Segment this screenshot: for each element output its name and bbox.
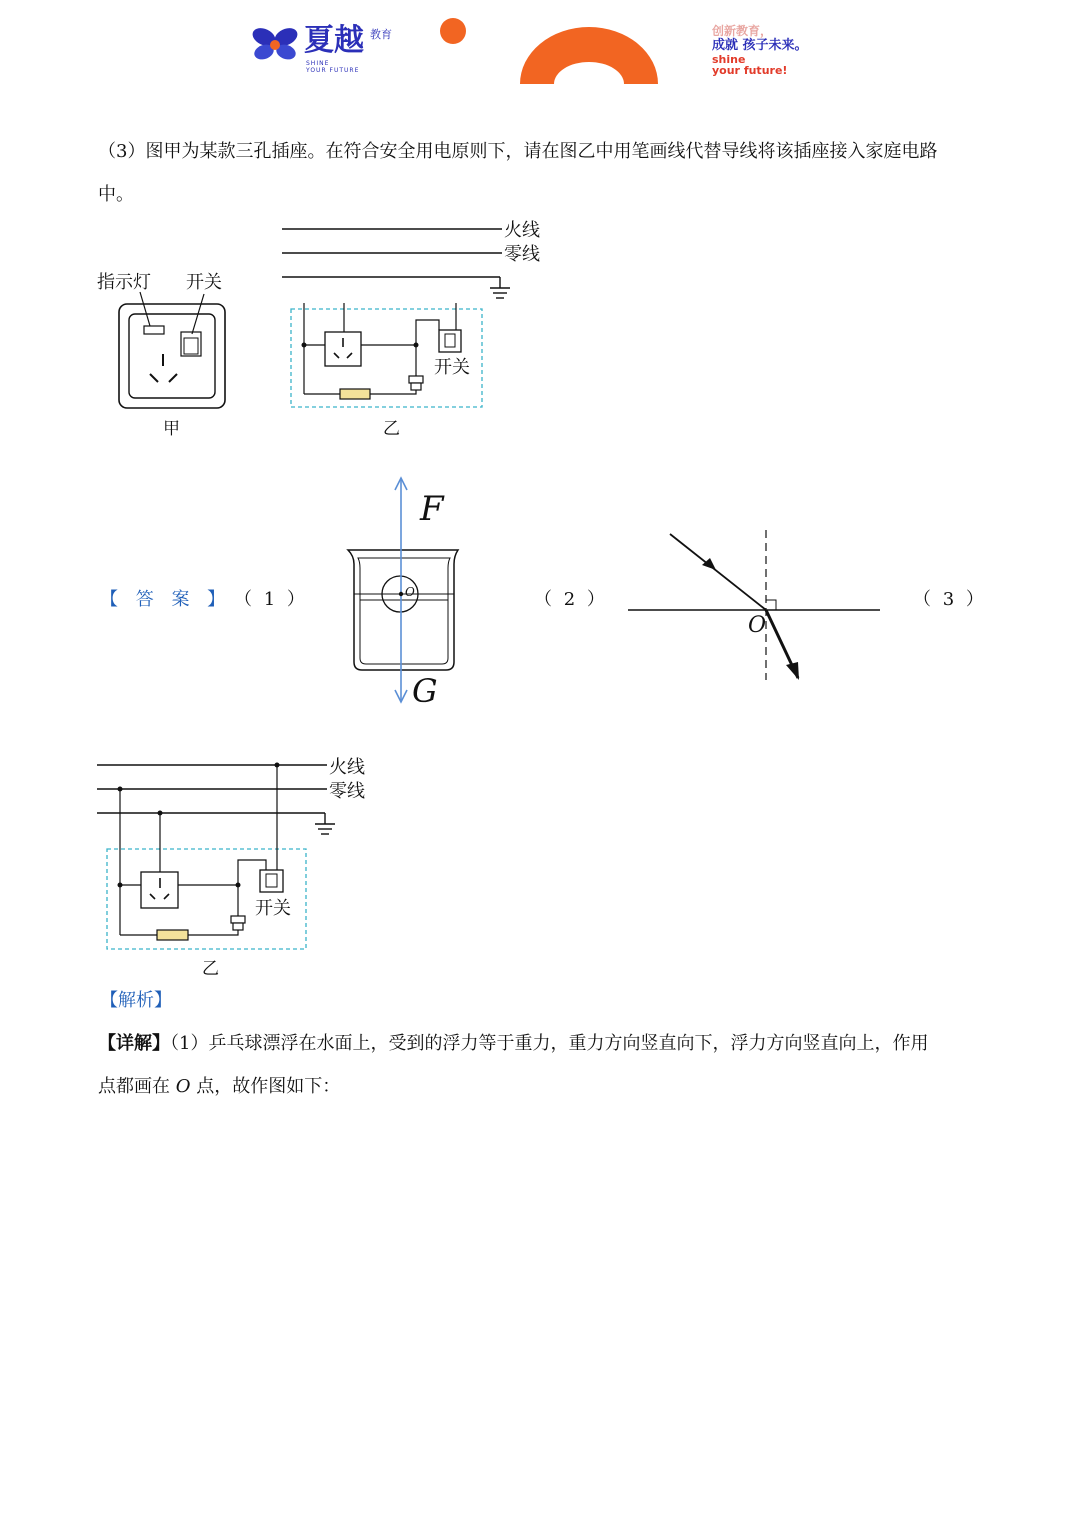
answer-circuit [90, 750, 390, 980]
answer-part-3: （ 3 ） [913, 589, 987, 610]
point-o-label: O [405, 585, 415, 599]
label-neutral: 零线 [504, 244, 540, 265]
indicator-lamp-icon [409, 376, 423, 390]
label-live: 火线 [504, 220, 540, 241]
analysis-label: 【解析】 [100, 990, 172, 1011]
ans-caption-yi: 乙 [202, 959, 219, 979]
question-figures [80, 210, 580, 450]
brand-name: 夏越 [304, 23, 364, 58]
analysis-detail-line-1 [98, 1033, 928, 1055]
question-line-1: （3）图甲为某款三孔插座。在符合安全用电原则下，请在图乙中用笔画线代替导线将该插座接入家庭电路 [98, 141, 938, 162]
ground-icon [490, 277, 510, 298]
ans-label-switch: 开关 [255, 898, 291, 919]
answer-label: 【 答 案 】 [100, 589, 232, 610]
socket-jia [97, 272, 225, 439]
decor-orange-shapes [430, 14, 670, 86]
analysis-detail-line-2: 点都画在 O 点，故作图如下： [98, 1076, 341, 1097]
refraction-diagram [620, 520, 890, 690]
circuit-yi [282, 220, 540, 439]
force-f-label: F [420, 489, 444, 529]
brand-suffix: 教育 [370, 28, 392, 41]
answer-part-2: （ 2 ） [534, 589, 608, 610]
ans-indicator-lamp-icon [231, 916, 245, 930]
detail-text-1: （1）乒乓球漂浮在水面上，受到的浮力等于重力，重力方向竖直向下，浮力方向竖直向上，作用 [170, 1033, 929, 1054]
refraction-point-o: O [748, 613, 767, 638]
slogan: 创新教育， 成就 孩子未来。 shine your future! [712, 24, 808, 77]
brand-tagline: SHINE YOUR FUTURE [306, 60, 360, 74]
ans-label-live: 火线 [329, 757, 365, 778]
ans-label-neutral: 零线 [329, 781, 365, 802]
answer-part-1: （ 1 ） [234, 589, 308, 610]
label-switch-jia: 开关 [186, 272, 222, 293]
ans-ground-icon [315, 813, 335, 834]
brand-logo-icon [250, 26, 300, 62]
caption-jia: 甲 [163, 419, 180, 439]
label-indicator: 指示灯 [97, 272, 151, 293]
detail-point-o: O [175, 1076, 191, 1097]
detail-label: 【详解】 [98, 1033, 170, 1054]
caption-yi: 乙 [383, 419, 400, 439]
beaker-force-diagram [336, 472, 476, 712]
header [0, 0, 1080, 100]
question-line-2: 中。 [98, 184, 134, 205]
force-g-label: G [412, 672, 438, 710]
label-switch-yi: 开关 [434, 357, 470, 378]
